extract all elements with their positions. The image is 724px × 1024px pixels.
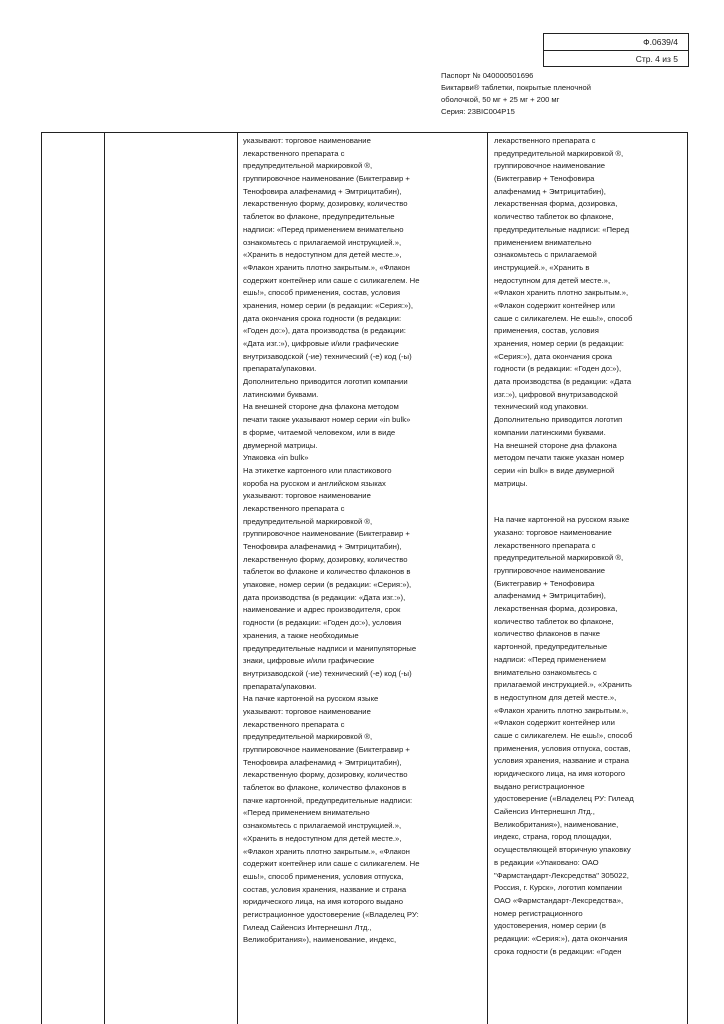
current-text-line: Тенофовира алафенамид + Эмтрицитабин), [243, 542, 402, 551]
table-border-left [41, 132, 42, 1024]
current-text-line: группировочное наименование (Биктегравир + [243, 529, 410, 539]
current-text-line: «Хранить в недоступном для детей месте.», [243, 250, 402, 260]
current-text-line: таблеток во флаконе и количество флаконов в [243, 567, 411, 577]
proposed-text-line: «Флакон хранить плотно закрытым.», [494, 288, 629, 298]
current-text-line: предупредительной маркировкой ®, [243, 732, 373, 742]
current-text-line: короба на русском и английском языках [243, 478, 386, 488]
proposed-text-line: алафенамид + Эмтрицитабин), [494, 186, 606, 196]
proposed-text-line: группировочное наименование [494, 161, 606, 171]
proposed-text-line: На пачке картонной на русском языке [494, 515, 630, 525]
proposed-text-line: предупредительной маркировкой ®, [494, 553, 624, 563]
proposed-text-line: предупредительные надписи: «Перед [494, 224, 630, 234]
current-text-line: указывают: торговое наименование [243, 136, 371, 145]
proposed-text-line: На внешней стороне дна флакона [494, 440, 617, 450]
proposed-text-line: количество флаконов в пачке [494, 629, 600, 639]
current-text-line: Упаковка «in bulk» [243, 453, 309, 463]
proposed-text-line: дата производства (в редакции: «Дата [494, 377, 632, 387]
current-text-line: «Дата изг.:»), цифровые и/или графические [243, 339, 399, 348]
table-divider-3 [487, 132, 488, 1024]
current-text-line: пачке картонной, предупредительные надписи: [243, 795, 413, 805]
current-text-line: годности (в редакции: «Годен до:»), условия [243, 618, 402, 628]
proposed-text-line: «Серия:»), дата окончания срока [494, 351, 613, 361]
current-text-line: указывают: торговое наименование [243, 706, 371, 716]
changes-table [41, 132, 688, 1024]
proposed-text-line: указано: торговое наименование [494, 527, 612, 537]
proposed-text-line: серии «in bulk» в виде двумерной [494, 465, 615, 475]
current-text-line: состав, условия хранения, название и страна [243, 884, 407, 894]
proposed-text-line: технический код упаковки. [494, 402, 589, 412]
current-text-line: двумерной матрицы. [243, 440, 318, 450]
proposed-text-line: надписи: «Перед применением [494, 654, 606, 664]
current-text-line: в форме, читаемой человеком, или в виде [243, 427, 396, 437]
current-text-line: внутризаводской (-ие) технический (-е) код (-ы) [243, 351, 412, 361]
proposed-text-line: методом печати также указан номер [494, 453, 625, 463]
proposed-text-line: Великобритания»), наименование, [494, 819, 619, 829]
proposed-text-line: в редакции «Упаковано: ОАО [494, 857, 599, 867]
proposed-text-column [494, 135, 686, 958]
proposed-text-line: в недоступном для детей месте.», [494, 692, 617, 702]
current-text-line: препарата/упаковки. [243, 681, 317, 691]
proposed-text-line: хранения, номер серии (в редакции: [494, 339, 624, 348]
current-text-line: лекарственного препарата с [243, 148, 345, 158]
proposed-text-line: редакции: «Серия:»), дата окончания [494, 933, 628, 943]
proposed-text-line: осуществляющей вторичную упаковку [494, 845, 631, 855]
page-info: Стр. 4 из 5 [635, 54, 678, 64]
table-border-right [687, 132, 688, 1024]
current-text-line: Гилеад Сайенсиз Интернешнл Лтд., [243, 922, 372, 932]
current-text-line: лекарственного препарата с [243, 719, 345, 729]
proposed-text-line: Сайенсиз Интернешнл Лтд., [494, 807, 595, 817]
proposed-text-line: алафенамид + Эмтрицитабин), [494, 591, 606, 601]
current-text-line: лекарственную форму, дозировку, количество [243, 770, 408, 780]
proposed-text-line: удостоверения, номер серии (в [494, 921, 606, 931]
proposed-text-line: "Фармстандарт-Лексредства" 305022, [494, 870, 629, 880]
passport-number: Паспорт № 040000501696 [441, 71, 534, 80]
current-text-line: содержит контейнер или саше с силикагелем. Не [243, 859, 420, 869]
current-text-line: дата окончания срока годности (в редакции: [243, 313, 402, 323]
product-name: Биктарви® таблетки, покрытые пленочной [441, 83, 591, 92]
form-code: Ф.0639/4 [544, 34, 688, 51]
proposed-text-line: изг.:»), цифровой внутризаводской [494, 389, 618, 399]
proposed-text-line: количество таблеток во флаконе, [494, 212, 614, 222]
current-text-line: внутризаводской (-ие) технический (-е) код (-ы) [243, 668, 412, 678]
current-text-line: печати также указывают номер серии «in bulk» [243, 415, 411, 425]
passport-info [441, 70, 711, 118]
current-text-line: лекарственного препарата с [243, 503, 345, 513]
current-text-line: хранения, а также необходимые [243, 630, 359, 640]
proposed-text-line: лекарственного препарата с [494, 136, 596, 145]
proposed-text-line: лекарственная форма, дозировка, [494, 604, 618, 614]
current-text-line: латинскими буквами. [243, 389, 319, 399]
product-dosage: оболочкой, 50 мг + 25 мг + 200 мг [441, 95, 560, 104]
proposed-text-line: картонной, предупредительные [494, 642, 608, 652]
table-divider-2 [237, 132, 238, 1024]
current-text-line: На внешней стороне дна флакона методом [243, 402, 399, 412]
proposed-text-line: годности (в редакции: «Годен до:»), [494, 364, 622, 374]
proposed-text-line: предупредительной маркировкой ®, [494, 148, 624, 158]
current-text-column [243, 135, 485, 947]
current-text-line: надписи: «Перед применением внимательно [243, 224, 404, 234]
proposed-text-line: условия хранения, название и страна [494, 756, 630, 766]
current-text-line: «Перед применением внимательно [243, 808, 370, 818]
current-text-line: «Годен до:»), дата производства (в редакции: [243, 326, 406, 336]
proposed-text-line: компании латинскими буквами. [494, 427, 606, 437]
current-text-line: лекарственную форму, дозировку, количество [243, 199, 408, 209]
current-text-line: группировочное наименование (Биктегравир + [243, 745, 410, 754]
batch-number: Серия: 23BIC004P15 [441, 107, 515, 116]
current-text-line: лекарственную форму, дозировку, количество [243, 554, 408, 564]
proposed-text-line: Россия, г. Курск», логотип компании [494, 883, 622, 893]
current-text-line: ознакомьтесь с прилагаемой инструкцией.», [243, 821, 402, 831]
current-text-line: Дополнительно приводится логотип компании [243, 377, 408, 387]
current-text-line: хранения, номер серии (в редакции: «Серия:»), [243, 300, 413, 310]
table-divider-1 [104, 132, 105, 1024]
current-text-line: таблеток во флаконе, предупредительные [243, 212, 395, 222]
proposed-text-line: применением внимательно [494, 237, 592, 247]
current-text-line: предупредительной маркировкой ®, [243, 516, 373, 526]
table-top-border [41, 132, 688, 133]
current-text-line: На пачке картонной на русском языке [243, 694, 379, 704]
current-text-line: упаковке, номер серии (в редакции: «Серия:»), [243, 580, 412, 590]
current-text-line: знаки, цифровые и/или графические [243, 656, 375, 666]
proposed-text-line: «Флакон хранить плотно закрытым.», [494, 705, 629, 715]
current-text-line: предупредительной маркировкой ®, [243, 161, 373, 171]
proposed-text-line: удостоверение («Владелец РУ: Гилеад [494, 794, 634, 804]
current-text-line: дата производства (в редакции: «Дата изг.:»), [243, 592, 406, 602]
proposed-text-line: срока годности (в редакции: «Годен [494, 946, 622, 956]
proposed-text-line: лекарственного препарата с [494, 540, 596, 550]
proposed-text-line: инструкцией.», «Хранить в [494, 262, 590, 272]
proposed-text-line: ознакомьтесь с прилагаемой [494, 250, 597, 260]
proposed-text-line: юридического лица, на имя которого [494, 769, 626, 778]
current-text-line: ешь!», способ применения, условия отпуска, [243, 871, 404, 881]
proposed-text-line: номер регистрационного [494, 908, 583, 918]
current-text-line: ознакомьтесь с прилагаемой инструкцией.», [243, 237, 402, 247]
proposed-text-line: саше с силикагелем. Не ешь!», способ [494, 730, 633, 740]
current-text-line: юридического лица, на имя которого выдано [243, 897, 404, 907]
proposed-text-line: недоступном для детей месте.», [494, 275, 611, 285]
proposed-text-line: лекарственная форма, дозировка, [494, 199, 618, 209]
proposed-text-line: группировочное наименование [494, 566, 606, 575]
current-text-line: Тенофовира алафенамид + Эмтрицитабин), [243, 186, 402, 196]
current-text-line: таблеток во флаконе, количество флаконов в [243, 783, 407, 793]
current-text-line: Великобритания»), наименование, индекс, [243, 935, 397, 945]
proposed-text-line: «Флакон содержит контейнер или [494, 300, 615, 310]
proposed-text-line: выдано регистрационное [494, 781, 585, 791]
current-text-line: препарата/упаковки. [243, 364, 317, 374]
form-code-box [543, 33, 689, 67]
current-text-line: группировочное наименование (Биктегравир + [243, 174, 410, 184]
proposed-text-line: саше с силикагелем. Не ешь!», способ [494, 313, 633, 323]
proposed-text-line: Дополнительно приводится логотип [494, 415, 623, 425]
proposed-text-line: матрицы. [494, 478, 528, 488]
proposed-text-line: (Биктегравир + Тенофовира [494, 578, 595, 588]
proposed-text-line: (Биктегравир + Тенофовира [494, 174, 595, 184]
proposed-text-line: «Флакон содержит контейнер или [494, 718, 615, 728]
current-text-line: наименование и адрес производителя, срок [243, 605, 401, 615]
current-text-line: указывают: торговое наименование [243, 491, 371, 501]
current-text-line: регистрационное удостоверение («Владелец РУ: [243, 909, 419, 919]
current-text-line: «Хранить в недоступном для детей месте.», [243, 833, 402, 843]
paragraph-gap [494, 490, 686, 514]
proposed-text-line: внимательно ознакомьтесь с [494, 667, 597, 677]
current-text-line: «Флакон хранить плотно закрытым.», «Флакон [243, 262, 410, 272]
current-text-line: предупредительные надписи и манипуляторные [243, 643, 417, 653]
proposed-text-line: применения, условия отпуска, состав, [494, 743, 631, 753]
current-text-line: содержит контейнер или саше с силикагелем. Не [243, 275, 420, 285]
current-text-line: ешь!», способ применения, состав, условия [243, 288, 401, 298]
current-text-line: «Флакон хранить плотно закрытым.», «Флакон [243, 846, 410, 856]
proposed-text-line: индекс, страна, город площадки, [494, 832, 612, 842]
proposed-text-line: применения, состав, условия [494, 326, 599, 336]
current-text-line: Тенофовира алафенамид + Эмтрицитабин), [243, 757, 402, 767]
current-text-line: На этикетке картонного или пластикового [243, 465, 392, 475]
proposed-text-line: ОАО «Фармстандарт-Лексредства», [494, 895, 624, 905]
proposed-text-line: прилагаемой инструкцией.», «Хранить [494, 680, 632, 690]
proposed-text-line: количество таблеток во флаконе, [494, 616, 614, 626]
